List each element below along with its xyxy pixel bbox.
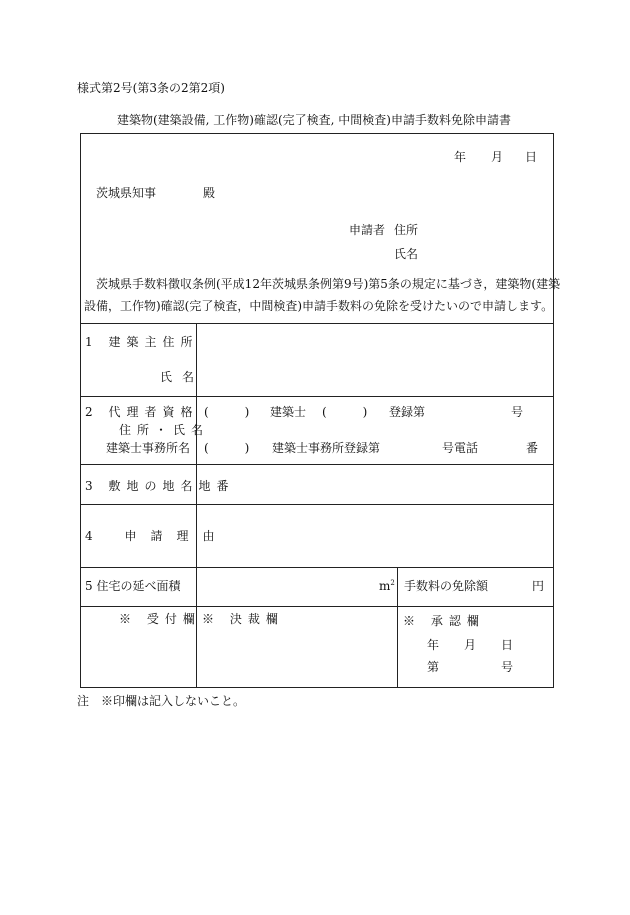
agent-qualification-paren: ( )	[204, 405, 250, 419]
approval-day-label: 日	[501, 638, 514, 652]
approval-month-label: 月	[464, 638, 477, 652]
approval-year-label: 年	[427, 638, 440, 652]
row-divider	[81, 504, 553, 505]
office-registration-label: 建築士事務所登録第	[272, 441, 381, 455]
addressee: 茨城県知事	[96, 186, 157, 200]
phone-suffix: 番	[526, 441, 539, 455]
office-number-phone-label: 号電話	[442, 441, 479, 455]
owner-address-label: 1 建築主住所	[85, 335, 199, 349]
agent-office-name-label: 建築士事務所名	[106, 441, 191, 455]
column-divider	[397, 567, 398, 687]
applicant-label: 申請者	[349, 223, 386, 237]
floor-area-label: 5 住宅の延べ面積	[85, 579, 181, 593]
owner-name-label: 氏名	[160, 370, 205, 384]
row-divider	[81, 567, 553, 568]
row-divider	[81, 323, 553, 324]
decision-box-label: ※ 決裁欄	[202, 612, 284, 626]
form-title: 建築物(建築設備, 工作物)確認(完了検査, 中間検査)申請手数料免除申請書	[117, 113, 511, 127]
approval-number-suffix: 号	[501, 660, 514, 674]
area-unit: $m^2$	[379, 579, 395, 593]
date-day-label: 日	[525, 150, 538, 164]
exemption-amount-label: 手数料の免除額	[404, 579, 489, 593]
honorific: 殿	[203, 186, 216, 200]
office-class-paren: ( )	[204, 441, 250, 455]
body-text-line-2: 設備，工作物)確認(完了検査，中間検査)申請手数料の免除を受けたいので申請します。	[84, 299, 554, 313]
date-month-label: 月	[491, 150, 504, 164]
applicant-address-label: 住所	[394, 223, 419, 237]
applicant-name-label: 氏名	[394, 247, 419, 261]
registration-label: 登録第	[389, 405, 426, 419]
registration-number-suffix: 号	[511, 405, 524, 419]
row-divider	[81, 464, 553, 465]
yen-unit: 円	[532, 579, 545, 593]
date-year-label: 年	[454, 150, 467, 164]
approval-box-label: ※ 承認欄	[403, 614, 485, 628]
architect-class-paren: ( )	[322, 405, 368, 419]
form-number: 様式第2号(第3条の2第2項)	[77, 81, 225, 95]
footnote: 注 ※印欄は記入しないこと。	[77, 694, 246, 708]
reason-label: 4 申請理由	[85, 529, 229, 543]
agent-address-name-label: 住所・氏名	[119, 423, 210, 437]
body-text-line-1: 茨城県手数料徴収条例(平成12年茨城県条例第9号)第5条の規定に基づき，建築物(建築	[96, 277, 561, 291]
row-divider	[81, 606, 553, 607]
approval-number-prefix: 第	[427, 660, 440, 674]
reception-box-label: ※ 受付欄	[119, 612, 201, 626]
row-divider	[81, 396, 553, 397]
agent-qualification-label: 2 代理者資格	[85, 405, 199, 419]
site-address-label: 3 敷地の地名地番	[85, 479, 235, 493]
architect-label: 建築士	[270, 405, 307, 419]
